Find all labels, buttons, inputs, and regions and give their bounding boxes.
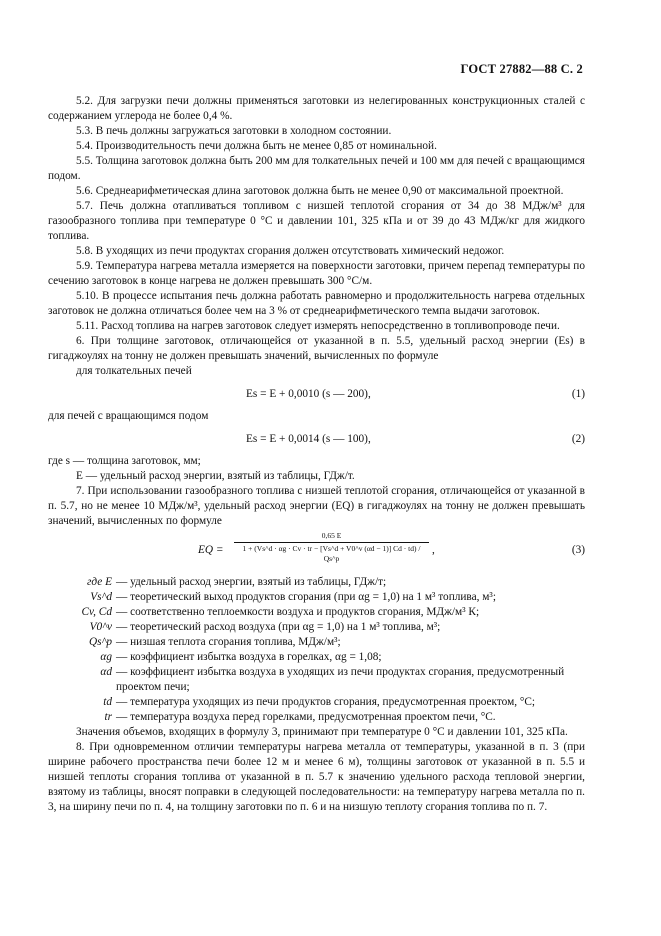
definition-symbol: V0^v [89, 621, 112, 633]
equation-3-lhs: EQ = [198, 544, 224, 556]
definition-row [48, 605, 585, 620]
equation-3 [48, 531, 585, 571]
definition-text: — низшая теплота сгорания топлива, МДж/м³; [116, 636, 341, 648]
paragraph-5-9: 5.9. Температура нагрева металла измеряется на поверхности заготовки, причем перепад температуры по сечению заготовок в конце нагрева не должен превышать 300 °С/м. [48, 260, 585, 287]
definition-text: — температура воздуха перед горелками, предусмотренная проектом печи, °С. [116, 711, 496, 723]
equation-1-body: Es = E + 0,0010 (s — 200), [246, 388, 371, 400]
fraction-bar [234, 542, 429, 543]
definition-row [48, 665, 585, 695]
paragraph-5-5: 5.5. Толщина заготовок должна быть 200 мм для толкательных печей и 100 мм для печей с вращающимся подом. [48, 155, 585, 182]
paragraph-5-3: 5.3. В печь должны загружаться заготовки в холодном состоянии. [76, 125, 392, 137]
paragraph-5-10: 5.10. В процессе испытания печь должна работать равномерно и продолжительность нагрева отдельных заготовок не должна отличаться более чем на 3 % от среднеарифметического темпа выдачи заготовок. [48, 290, 585, 317]
paragraph-5-6: 5.6. Среднеарифметическая длина заготовок должна быть не менее 0,90 от максимальной проектной. [76, 185, 564, 197]
paragraph-5-7: 5.7. Печь должна отапливаться топливом с низшей теплотой сгорания от 34 до 38 МДж/м³ для газообразного топлива при температуре 0 °С и давлении 101, 325 кПа и от 39 до 43 МДж/кг для жидкого топлива. [48, 200, 585, 242]
definition-list [48, 575, 585, 725]
paragraph-7: 7. При использовании газообразного топлива с низшей теплотой сгорания, отличающейся от указанной в п. 5.7, но не менее 10 МДж/м³, удельный расход энергии (EQ) в гигаджоулях на тонну не должен превышать значений, вычисленных по формуле [48, 485, 585, 527]
definition-row [48, 590, 585, 605]
definition-row [48, 695, 585, 710]
definition-symbol: tr [104, 711, 112, 723]
equation-3-comma: , [432, 544, 435, 556]
definition-text: — коэффициент избытка воздуха в уходящих из печи продуктах сгорания, предусмотренный проектом печи; [116, 666, 565, 693]
definition-s: где s — толщина заготовок, мм; [48, 455, 201, 467]
definition-row [48, 575, 585, 590]
equation-3-number: (3) [571, 544, 585, 556]
definition-text: — соответственно теплоемкости воздуха и продуктов сгорания, МДж/м³ К; [116, 606, 480, 618]
definition-text: — коэффициент избытка воздуха в горелках, αg = 1,08; [116, 651, 382, 663]
definition-symbol: Cv, Cd [81, 606, 112, 618]
equation-3-denominator: 1 + (Vs^d · αg · Cv · tr − [Vs^d + V0^v (αd − 1)] Cd · td) / Qs^p [242, 544, 421, 563]
definition-row [48, 710, 585, 725]
definition-symbol: αg [100, 651, 112, 663]
equation-2 [48, 427, 585, 451]
paragraph-5-8: 5.8. В уходящих из печи продуктах сгорания должен отсутствовать химический недожог. [76, 245, 505, 257]
equation-3-numerator: 0,65 E [321, 531, 342, 540]
paragraph-5-4: 5.4. Производительность печи должна быть не менее 0,85 от номинальной. [76, 140, 437, 152]
lead-pusher-furnaces: для толкательных печей [76, 365, 192, 377]
equation-1-number: (1) [571, 388, 585, 400]
definition-row [48, 650, 585, 665]
equation-2-body: Es = E + 0,0014 (s — 100), [246, 433, 371, 445]
paragraph-5-11: 5.11. Расход топлива на нагрев заготовок следует измерять непосредственно в топливопроводе печи. [76, 320, 560, 332]
equation-2-number: (2) [571, 433, 585, 445]
definition-text: — температура уходящих из печи продуктов сгорания, предусмотренная проектом, °С; [116, 696, 536, 708]
values-note: Значения объемов, входящих в формулу 3, принимают при температуре 0 °С и давлении 101, 325 кПа. [76, 726, 568, 738]
paragraph-5-2: 5.2. Для загрузки печи должны применяться заготовки из нелегированных конструкционных сталей с содержанием углерода не более 0,4 %. [48, 95, 585, 122]
lead-rotary-hearth: для печей с вращающимся подом [48, 410, 209, 422]
definition-text: — теоретический расход воздуха (при αg = 1,0) на 1 м³ топлива, м³; [116, 621, 441, 633]
equation-3-fraction [234, 531, 429, 564]
definition-symbol: αd [100, 666, 112, 678]
definition-symbol: Qs^p [89, 636, 112, 648]
definition-text: — теоретический выход продуктов сгорания (при αg = 1,0) на 1 м³ топлива, м³; [116, 591, 496, 603]
page-header: ГОСТ 27882—88 С. 2 [460, 62, 583, 76]
document-body [48, 94, 585, 815]
definition-row [48, 635, 585, 650]
paragraph-8: 8. При одновременном отличии температуры нагрева металла от температуры, указанной в п. 3 (при ширине рабочего пространства печи более 12 м и менее 6 м), толщины заготовок от указанной в п. 5.5 и низшей теплоты сгорания топлива от указанной в п. 5.7 к значению удельного расхода тепловой энергии, взятому из таблицы, вносят поправки в следующей последовательности: на температуру нагрева металла по п. 3, на ширину печи по п. 4, на толщину заготовки по п. 6 и на низшую теплоту сгорания топлива по п. 7. [48, 741, 585, 813]
definition-row [48, 620, 585, 635]
paragraph-6: 6. При толщине заготовок, отличающейся от указанной в п. 5.5, удельный расход энергии (Es) в гигаджоулях на тонну не должен превышать значений, вычисленных по формуле [48, 335, 585, 362]
definition-text: — удельный расход энергии, взятый из таблицы, ГДж/т; [116, 576, 387, 588]
definition-symbol: Vs^d [90, 591, 112, 603]
equation-1 [48, 382, 585, 406]
definition-symbol: где E [87, 576, 112, 588]
definition-e: E — удельный расход энергии, взятый из таблицы, ГДж/т. [76, 470, 355, 482]
definition-symbol: td [103, 696, 112, 708]
